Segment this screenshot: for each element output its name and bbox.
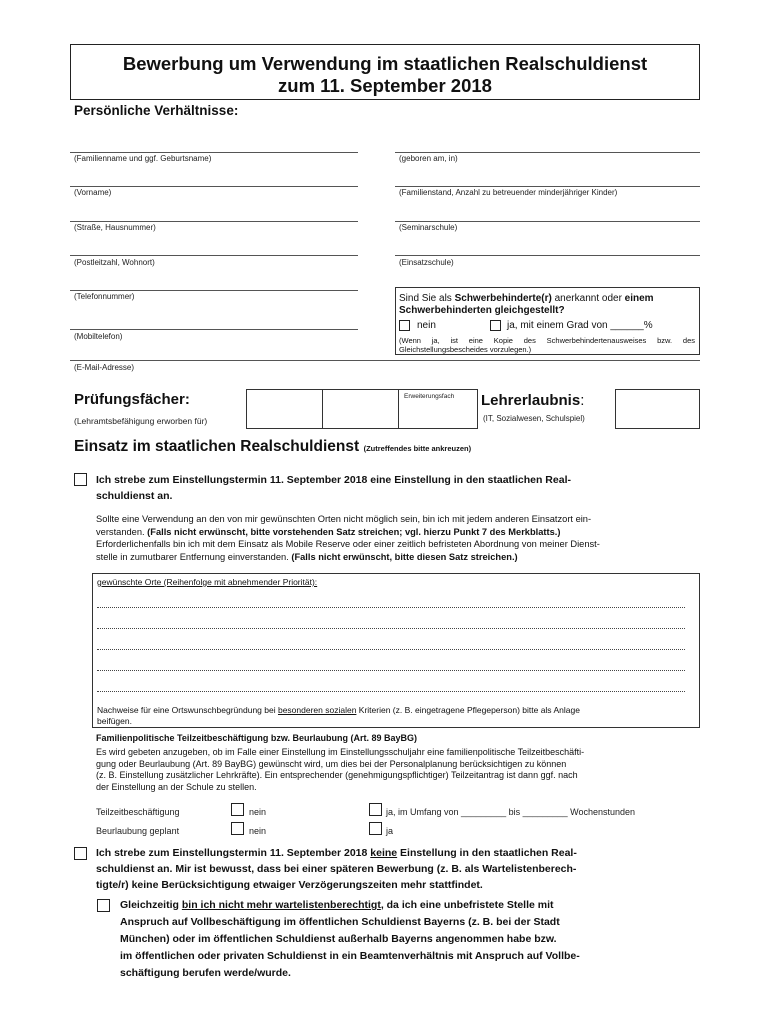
option2-checkbox[interactable]: [74, 847, 87, 860]
personal-heading: Persönliche Verhältnisse:: [74, 103, 239, 118]
family-text-4: der Einstellung an der Schule zu stellen.: [96, 781, 257, 792]
label-birth: (geboren am, in): [399, 154, 458, 163]
leave-no-checkbox[interactable]: [231, 822, 244, 835]
disability-q-mid: anerkannt oder: [551, 293, 625, 304]
option3-line1-u: bin ich nicht mehr wartelistenberechtigt: [181, 899, 381, 911]
einsatz-paragraphs: [96, 513, 700, 563]
label-email: (E-Mail-Adresse): [74, 363, 135, 372]
field-line-birth[interactable]: [395, 152, 700, 153]
places-line-4[interactable]: [97, 670, 685, 671]
option1-line2: schuldienst an.: [96, 490, 173, 502]
disability-yes-label: ja, mit einem Grad von ______%: [507, 320, 653, 331]
option3-line3: München) oder im öffentlichen Schuldienst außerhalb Bayerns angenommen habe bzw.: [120, 933, 557, 945]
parttime-label: Teilzeitbeschäftigung: [96, 807, 180, 817]
leave-label: Beurlaubung geplant: [96, 826, 180, 836]
parttime-no-label: nein: [249, 807, 267, 817]
option3-line1: [120, 897, 580, 914]
option2-line1-b: Einstellung in den staatlichen Real-: [397, 847, 577, 859]
field-line-seminar-school[interactable]: [395, 221, 700, 222]
p1-line2: [96, 526, 700, 539]
p2-line1: Erforderlichenfalls bin ich mit dem Einsatz als Mobile Reserve oder einer zeitlich befristeten Abordnung von meiner Dienst-: [96, 539, 600, 549]
places-line-3[interactable]: [97, 649, 685, 650]
parttime-yes-label: ja, im Umfang von _________ bis _________ Wochenstunden: [386, 807, 636, 817]
disability-question-line2: Schwerbehinderten gleichgestellt?: [399, 305, 565, 316]
parttime-no-checkbox[interactable]: [231, 803, 244, 816]
places-note-u: besonderen sozialen: [277, 705, 357, 715]
form-title-line2: zum 11. September 2018: [278, 75, 492, 96]
option3-text: [120, 897, 580, 982]
form-title-line1: Bewerbung um Verwendung im staatlichen Realschuldienst: [122, 53, 648, 74]
option3-checkbox[interactable]: [97, 899, 110, 912]
label-first-name: (Vorname): [74, 188, 112, 197]
field-line-family-status[interactable]: [395, 186, 700, 187]
permit-heading-text: Lehrerlaubnis: [481, 392, 581, 409]
permit-cell[interactable]: [615, 389, 700, 429]
option1-text: [96, 472, 571, 504]
p2-line2-bold: (Falls nicht erwünscht, bitte diesen Satz streichen.): [291, 551, 518, 562]
field-line-family-name[interactable]: [70, 152, 358, 153]
option3-line2: Anspruch auf Vollbeschäftigung im öffentlichen Schuldienst Bayerns (z. B. bei der Stadt: [120, 916, 560, 928]
permit-colon: :: [580, 392, 585, 409]
option2-line1: [96, 845, 577, 861]
leave-no-label: nein: [249, 826, 267, 836]
places-note-line1: [97, 705, 697, 716]
subject-cell-1[interactable]: [246, 389, 323, 429]
field-line-street[interactable]: [70, 221, 358, 222]
places-note-a: Nachweise für eine Ortswunschbegründung bei: [97, 705, 278, 715]
label-mobile: (Mobiltelefon): [74, 332, 123, 341]
einsatz-heading-row: [74, 438, 471, 456]
places-note-b: Kriterien (z. B. eingetragene Pflegeperson) bitte als Anlage: [356, 705, 580, 715]
option2-line1-a: Ich strebe zum Einstellungstermin 11. September 2018: [96, 847, 371, 859]
option1-checkbox[interactable]: [74, 473, 87, 486]
einsatz-heading-note: (Zutreffendes bitte ankreuzen): [363, 444, 472, 453]
option2-line2: schuldienst an. Mir ist bewusst, dass bei einer späteren Bewerbung (z. B. als Wartelistenberech-: [96, 863, 577, 875]
title-box: [70, 44, 700, 100]
places-line-5[interactable]: [97, 691, 685, 692]
option1-line1: Ich strebe zum Einstellungstermin 11. September 2018 eine Einstellung in den staatlichen Real-: [96, 474, 571, 486]
family-text: [96, 747, 700, 793]
permit-heading: [481, 392, 584, 409]
disability-question: [399, 292, 654, 305]
einsatz-heading: Einsatz im staatlichen Realschuldienst: [74, 438, 360, 455]
family-heading: Familienpolitische Teilzeitbeschäftigung bzw. Beurlaubung (Art. 89 BayBG): [96, 733, 418, 743]
family-text-3: (z. B. Einstellung zusätzlicher Lehrkräfte). Ein entsprechender (genehmigungspflichtiger) Teilzeitantrag ist dann ggf. nach: [96, 770, 578, 780]
subjects-sub: (Lehramtsbefähigung erworben für): [74, 416, 208, 426]
places-line-2[interactable]: [97, 628, 685, 629]
parttime-yes-checkbox[interactable]: [369, 803, 382, 816]
places-note: [97, 705, 697, 726]
disability-q-bold2: einem: [624, 293, 654, 304]
places-note-line2: beifügen.: [97, 715, 132, 726]
disability-no-label: nein: [417, 320, 436, 331]
label-zip-city: (Postleitzahl, Wohnort): [74, 258, 155, 267]
field-line-first-name[interactable]: [70, 186, 358, 187]
label-phone: (Telefonnummer): [74, 292, 135, 301]
leave-yes-checkbox[interactable]: [369, 822, 382, 835]
field-line-mobile[interactable]: [70, 329, 358, 330]
field-line-placement-school[interactable]: [395, 255, 700, 256]
label-seminar-school: (Seminarschule): [399, 223, 458, 232]
subject-cell-2[interactable]: [322, 389, 399, 429]
extension-label: Erweiterungsfach: [404, 393, 455, 400]
p1-line2-bold: (Falls nicht erwünscht, bitte vorstehenden Satz streichen; vgl. hierzu Punkt 7 des Merkblatts.): [147, 526, 561, 537]
option3-line1-b: , da ich eine unbefristete Stelle mit: [380, 899, 554, 911]
field-line-phone[interactable]: [70, 290, 358, 291]
option2-text: [96, 845, 577, 893]
option3-line5: schäftigung berufen werde/wurde.: [120, 967, 291, 979]
field-line-zip-city[interactable]: [70, 255, 358, 256]
subjects-heading: Prüfungsfächer:: [74, 391, 190, 408]
p1-line2-text: verstanden.: [96, 526, 148, 537]
family-text-1: Es wird gebeten anzugeben, ob im Falle einer Einstellung im Einstellungsschuljahr eine familienpolitische Teilzeitbeschäfti-: [96, 747, 585, 757]
option3-line1-a: Gleichzeitig: [120, 899, 182, 911]
label-placement-school: (Einsatzschule): [399, 258, 454, 267]
disability-q-bold1: Schwerbehinderte(r): [454, 293, 552, 304]
option2-line3: tigte/r) keine Berücksichtigung etwaiger Verzögerungszeiten mehr stattfindet.: [96, 879, 483, 891]
places-line-1[interactable]: [97, 607, 685, 608]
p2-line2-text: stelle in zumutbarer Entfernung einverstanden.: [96, 551, 292, 562]
label-family-name: (Familienname und ggf. Geburtsname): [74, 154, 212, 163]
places-label: gewünschte Orte (Reihenfolge mit abnehmender Priorität):: [97, 577, 318, 587]
disability-no-checkbox[interactable]: [399, 320, 410, 331]
disability-note: (Wenn ja, ist eine Kopie des Schwerbehindertenausweises bzw. des Gleichstellungsbescheides vorzulegen.): [399, 336, 695, 354]
option3-line4: im öffentlichen oder privaten Schuldienst in ein Beamtenverhältnis mit Anspruch auf Vollbe-: [120, 950, 580, 962]
option2-line1-u: keine: [370, 847, 398, 859]
permit-sub: (IT, Sozialwesen, Schulspiel): [483, 414, 585, 423]
field-line-email[interactable]: [70, 360, 700, 361]
p1-line1: Sollte eine Verwendung an den von mir gewünschten Orten nicht möglich sein, bin ich mit jedem anderen Einsatzort ein-: [96, 514, 592, 524]
disability-yes-checkbox[interactable]: [490, 320, 501, 331]
label-family-status: (Familienstand, Anzahl zu betreuender minderjähriger Kinder): [399, 188, 618, 197]
family-text-2: gung oder Beurlaubung (Art. 89 BayBG) gewünscht wird, um dies bei der Personalplanung berücksichtigen zu können: [96, 758, 567, 769]
p2-line2: [96, 551, 700, 564]
disability-q-pre: Sind Sie als: [399, 293, 455, 304]
label-street: (Straße, Hausnummer): [74, 223, 156, 232]
leave-yes-label: ja: [386, 826, 394, 836]
